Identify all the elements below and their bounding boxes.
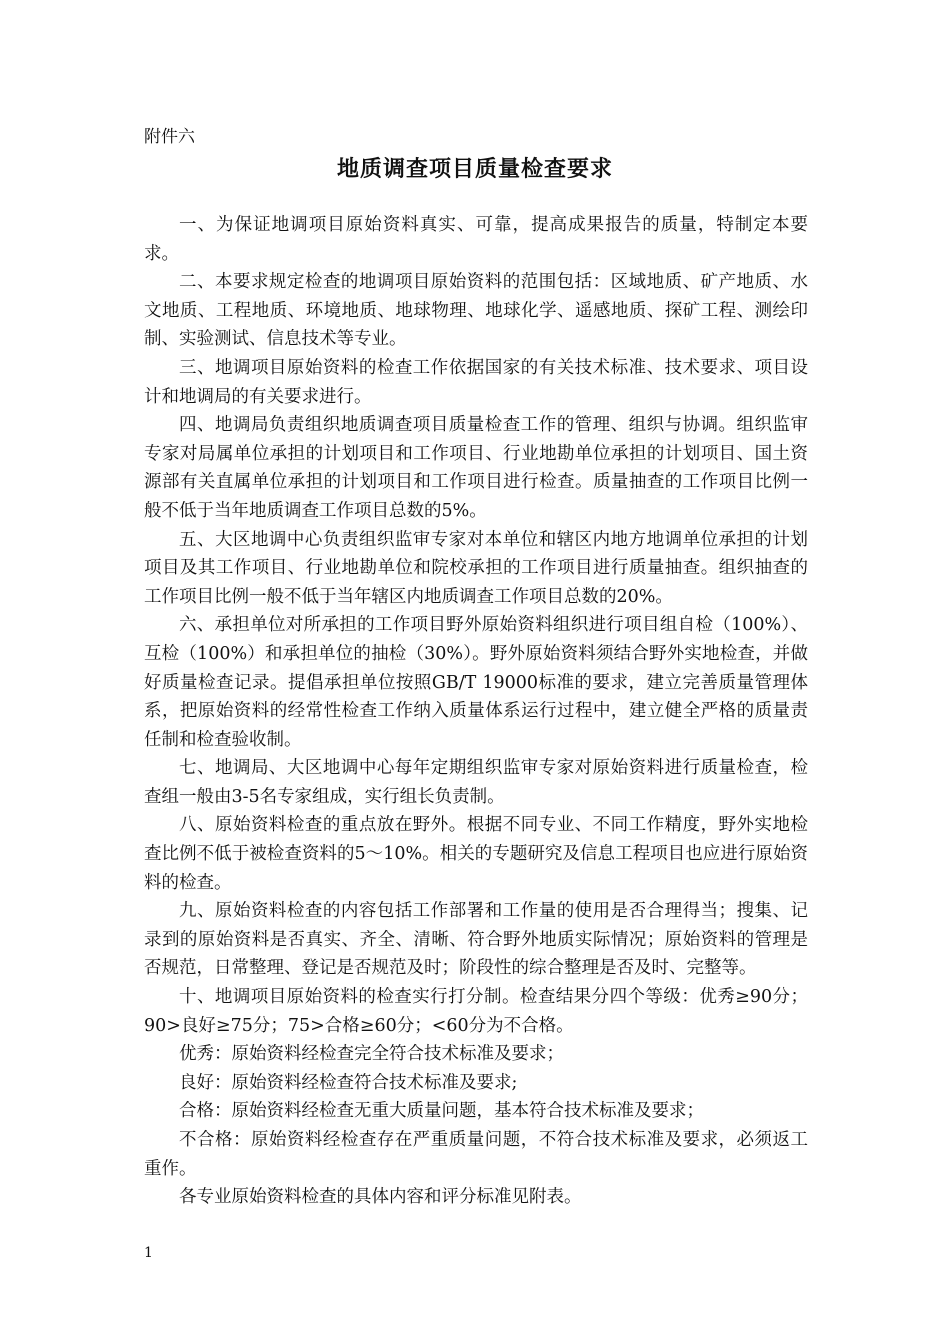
paragraph-5: 五、大区地调中心负责组织监审专家对本单位和辖区内地方地调单位承担的计划项目及其工作项目、行业地勘单位和院校承担的工作项目进行质量抽查。组织抽查的工作项目比例一般不低于当年辖区内地质调查工作项目总数的20%。 (144, 529, 808, 607)
paragraph-9: 九、原始资料检查的内容包括工作部署和工作量的使用是否合理得当；搜集、记录到的原始资料是否真实、齐全、清晰、符合野外地质实际情况；原始资料的管理是否规范，日常整理、登记是否规范及时；阶段性的综合整理是否及时、完整等。 (144, 901, 808, 979)
document-body (144, 211, 808, 1212)
paragraph-8: 八、原始资料检查的重点放在野外。根据不同专业、不同工作精度，野外实地检查比例不低于被检查资料的5～10%。相关的专题研究及信息工程项目也应进行原始资料的检查。 (144, 815, 808, 893)
annex-label: 附件六 (144, 127, 195, 147)
paragraph-10: 十、地调项目原始资料的检查实行打分制。检查结果分四个等级：优秀≥90分； 90>良好≥75分；75>合格≥60分；<60分为不合格。 (144, 987, 808, 1036)
paragraph-3: 三、地调项目原始资料的检查工作依据国家的有关技术标准、技术要求、项目设计和地调局的有关要求进行。 (144, 357, 808, 407)
page-number: 1 (144, 1245, 153, 1261)
grade-excellent: 优秀：原始资料经检查完全符合技术标准及要求； (179, 1044, 564, 1065)
grade-pass: 合格：原始资料经检查无重大质量问题，基本符合技术标准及要求； (179, 1101, 704, 1122)
page-title: 地质调查项目质量检查要求 (336, 156, 613, 182)
paragraph-7: 七、地调局、大区地调中心每年定期组织监审专家对原始资料进行质量检查，检查组一般由3-5名专家组成，实行组长负责制。 (144, 758, 808, 807)
paragraph-2: 二、本要求规定检查的地调项目原始资料的范围包括：区域地质、矿产地质、水文地质、工程地质、环境地质、地球物理、地球化学、遥感地质、探矿工程、测绘印制、实验测试、信息技术等专业。 (144, 272, 808, 350)
grade-good: 良好：原始资料经检查符合技术标准及要求; (179, 1072, 518, 1093)
paragraph-6: 六、承担单位对所承担的工作项目野外原始资料组织进行项目组自检（100%）、互检（100%）和承担单位的抽检（30%）。野外原始资料须结合野外实地检查，并做好质量检查记录。提倡承担单位按照GB/T 19000标准的要求，建立完善质量管理体系，把原始资料的经常性检查工作纳入质量体系运行过程中，建立健全严格的质量责任制和检查验收制。 (144, 615, 808, 750)
paragraph-1: 一、为保证地调项目原始资料真实、可靠，提高成果报告的质量，特制定本要求。 (144, 215, 808, 264)
paragraph-4: 四、地调局负责组织地质调查项目质量检查工作的管理、组织与协调。组织监审专家对局属单位承担的计划项目和工作项目、行业地勘单位承担的计划项目、国土资源部有关直属单位承担的计划项目和工作项目进行检查。质量抽查的工作项目比例一般不低于当年地质调查工作项目总数的5%。 (144, 415, 808, 521)
grade-fail: 不合格：原始资料经检查存在严重质量问题，不符合技术标准及要求，必须返工重作。 (144, 1130, 808, 1179)
closing-paragraph: 各专业原始资料检查的具体内容和评分标准见附表。 (179, 1187, 582, 1208)
